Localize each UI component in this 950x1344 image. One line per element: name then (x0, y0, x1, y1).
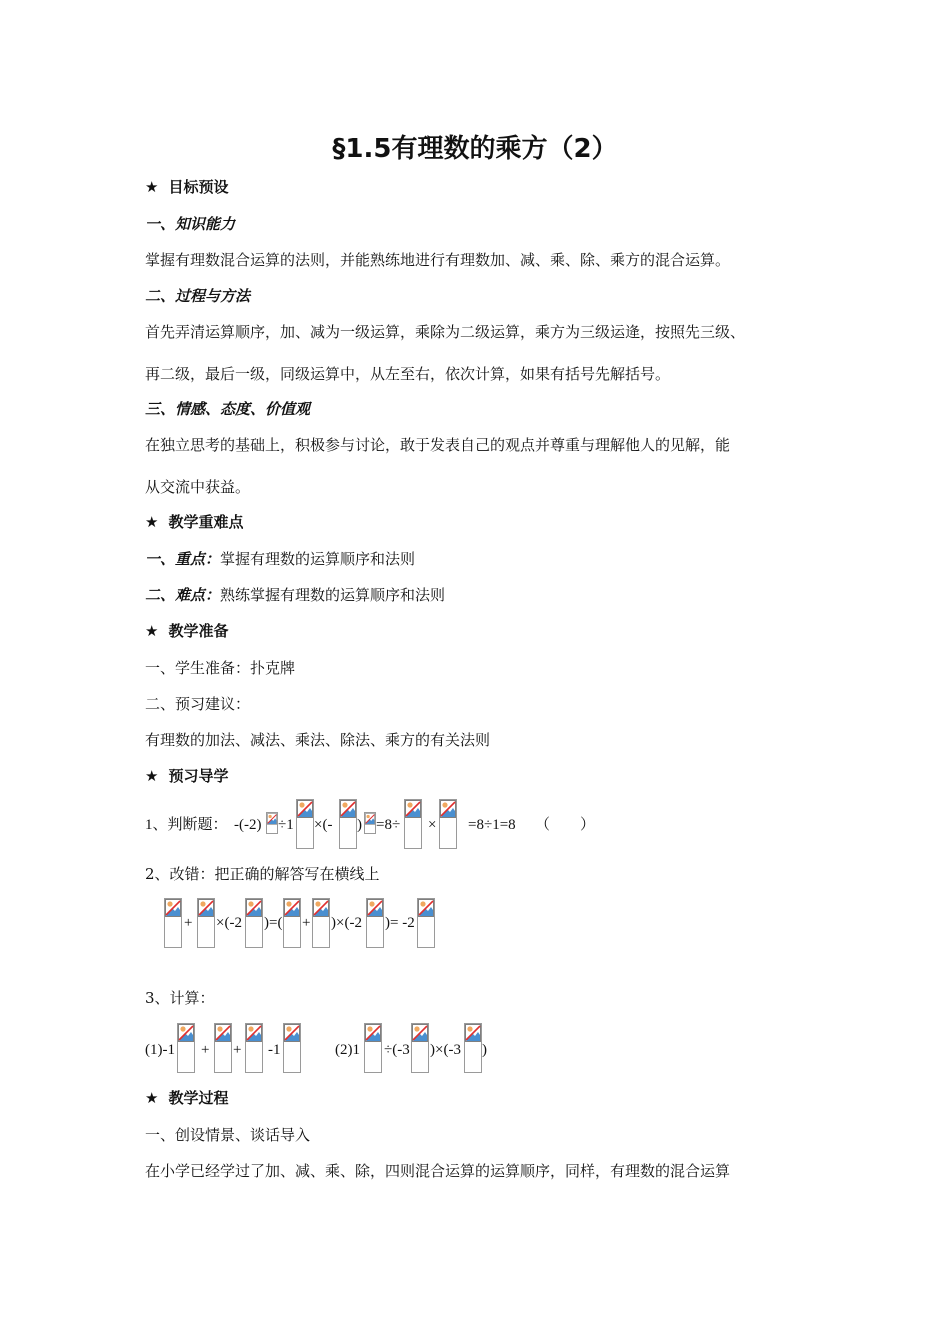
q2-text: )= -2 (385, 915, 415, 931)
q3a-text: (1)-1 (145, 1042, 175, 1058)
q2-text: ×(-2 (216, 915, 242, 931)
q3-label: 3、计算： (145, 989, 215, 1007)
broken-image-icon (214, 1023, 232, 1073)
process-method-text-1: 首先弄清运算顺序，加、减为一级运算，乘除为二级运算，乘方为三级运逄，按照先三级、 (145, 323, 746, 341)
q1-text: ÷1 (278, 817, 294, 833)
q3a-text: -1 (268, 1042, 281, 1058)
knowledge-heading: 一、知识能力 (145, 215, 236, 233)
star-icon: ★ (145, 622, 159, 640)
section-goals-heading: ★ 目标预设 (145, 178, 229, 196)
q2-text: )=( (264, 915, 283, 931)
student-preparation: 一、学生准备：扑克牌 (145, 659, 296, 677)
section-key-points-heading: ★ 教学重难点 (145, 513, 244, 531)
broken-image-icon (411, 1023, 429, 1073)
process-step-1: 一、创设情景、谈话导入 (145, 1126, 311, 1144)
broken-image-icon (364, 1023, 382, 1073)
section-preview-heading: ★ 预习导学 (145, 767, 229, 785)
section-process-heading: ★ 教学过程 (145, 1089, 229, 1107)
star-icon: ★ (145, 513, 159, 531)
q3a-text: + (201, 1042, 210, 1058)
star-icon: ★ (145, 767, 159, 785)
q2-text: )×(-2 (331, 915, 362, 931)
knowledge-text: 掌握有理数混合运算的法则，并能熟练地进行有理数加、减、乘、除、乘方的混合运算。 (145, 251, 731, 269)
preview-suggestion-text: 有理数的加法、减法、乘法、除法、乘方的有关法则 (145, 731, 491, 749)
attitude-text-1: 在独立思考的基础上，积极参与讨论，敢于发表自己的观点并尊重与理解他人的见解，能 (145, 436, 731, 454)
broken-image-icon (464, 1023, 482, 1073)
q3a-text: + (233, 1042, 242, 1058)
q2-text: + (302, 915, 311, 931)
broken-image-icon (245, 1023, 263, 1073)
q3b-text: )×(-3 (430, 1042, 461, 1058)
attitude-heading: 三、情感、态度、价值观 (145, 400, 311, 418)
process-method-text-2: 再二级，最后一级，同级运算中，从左至右，依次计算，如果有括号先解括号。 (145, 365, 671, 383)
section-preparation-heading: ★ 教学准备 (145, 622, 229, 640)
broken-image-icon (245, 898, 263, 948)
q3b-text: (2)1 (335, 1042, 360, 1058)
star-icon: ★ (145, 178, 159, 196)
q1-text: × (428, 817, 437, 833)
broken-image-icon (439, 799, 457, 849)
q1-text: =8÷1=8 (468, 817, 516, 833)
focus-line: 一、重点：掌握有理数的运算顺序和法则 (145, 550, 416, 568)
q3b-text: ) (482, 1042, 487, 1058)
broken-image-icon (339, 799, 357, 849)
broken-image-icon (366, 898, 384, 948)
q1-text: ) (357, 817, 362, 833)
star-icon: ★ (145, 1089, 159, 1107)
broken-image-icon (164, 898, 182, 948)
broken-image-icon (296, 799, 314, 849)
q3b-text: ÷(-3 (384, 1042, 410, 1058)
q1-label: 1、判断题： (145, 817, 228, 833)
process-step-1-text: 在小学已经学过了加、减、乘、除，四则混合运算的运算顺序，同样，有理数的混合运算 (145, 1162, 731, 1180)
difficulty-line: 二、难点：熟练掌握有理数的运算顺序和法则 (145, 586, 446, 604)
broken-image-icon (177, 1023, 195, 1073)
broken-image-icon (417, 898, 435, 948)
q2-text: + (184, 915, 193, 931)
broken-image-icon (404, 799, 422, 849)
broken-image-icon (364, 812, 376, 834)
process-method-heading: 二、过程与方法 (145, 287, 251, 305)
q1-text: -(-2) (234, 817, 262, 833)
q1-text: ×(- (314, 817, 333, 833)
broken-image-icon (283, 1023, 301, 1073)
attitude-text-2: 从交流中获益。 (145, 478, 251, 496)
preview-suggestion: 二、预习建议： (145, 695, 251, 713)
broken-image-icon (312, 898, 330, 948)
q1-answer-blank: （ ） (535, 817, 596, 833)
q1-text: =8÷ (376, 817, 401, 833)
page-title: §1.5有理数的乘方（2） (332, 134, 618, 164)
broken-image-icon (283, 898, 301, 948)
broken-image-icon (197, 898, 215, 948)
q2-label: 2、改错：把正确的解答写在横线上 (145, 865, 380, 883)
broken-image-icon (266, 812, 278, 834)
